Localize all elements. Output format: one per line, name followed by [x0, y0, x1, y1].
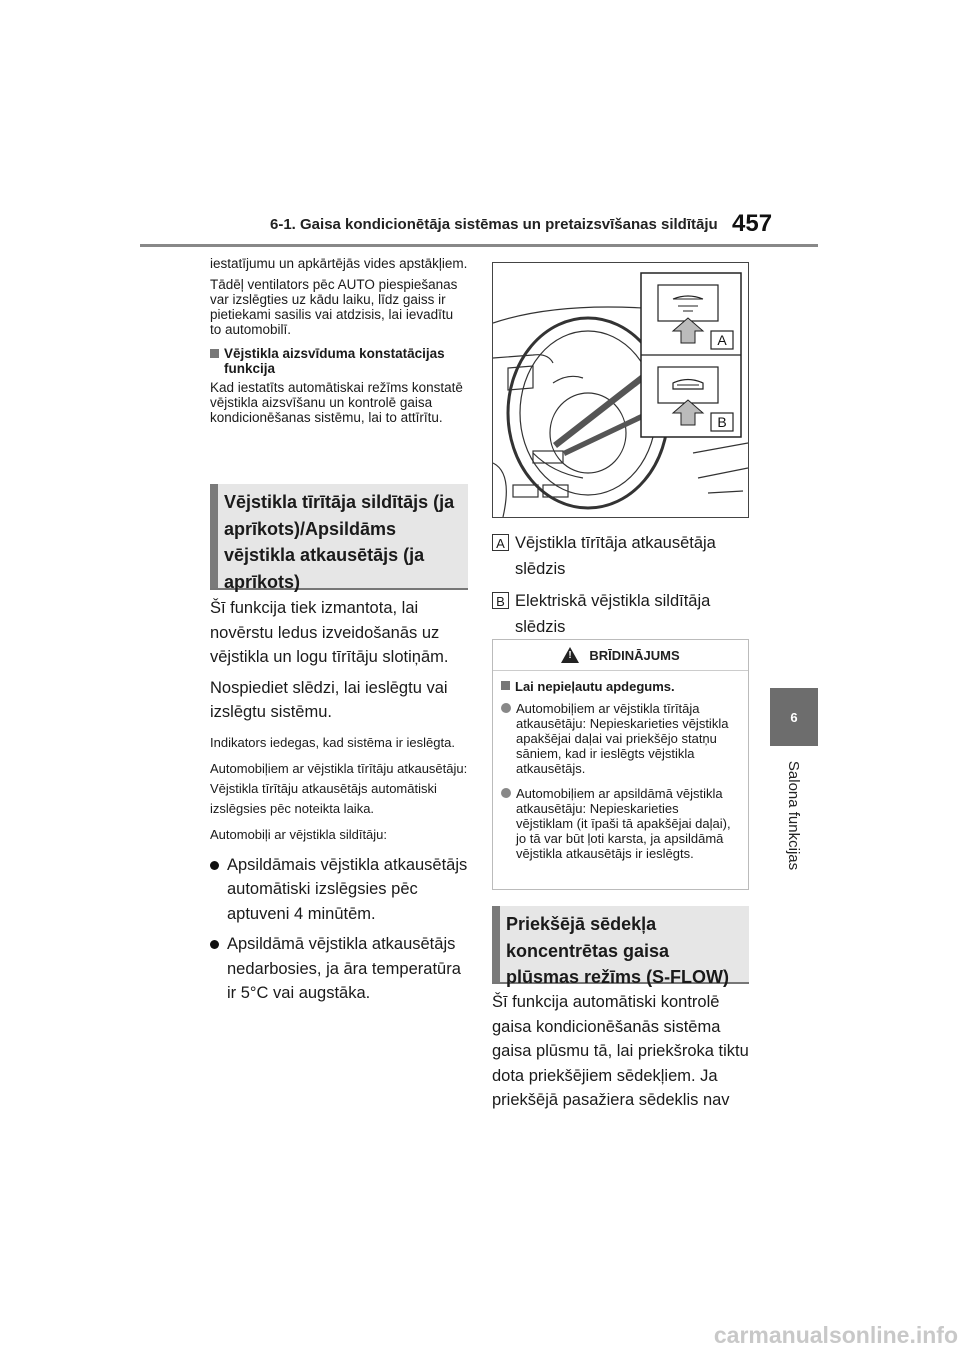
section-heading-s-flow	[492, 906, 749, 987]
callout-text-b: Elektriskā vējstikla sildītāja slēdzis	[515, 592, 711, 636]
chapter-tab-label	[770, 760, 818, 870]
callout-b	[492, 588, 749, 640]
fog-detection-heading	[210, 346, 468, 376]
bullet-icon	[210, 940, 219, 949]
square-bullet-icon	[210, 349, 219, 358]
fog-detection-heading-text: Vējstikla aizsvīduma konstatācijas funkcija	[224, 346, 445, 376]
list-item-text: Apsildāmais vējstikla atkausētājs automātiski izslēgsies pēc aptuveni 4 minūtēm.	[227, 855, 468, 923]
warning-item-text: Automobiļiem ar apsildāmā vējstikla atkausētāju: Nepieskarieties vējstiklam (it īpaši tā apakšējai daļai), jo tā var būt ļoti karsta, ja apsildāmā vējstikla atkausētājs ir ieslēgts.	[516, 786, 731, 861]
label-b: B	[717, 414, 727, 430]
section-heading-wiper-heater	[210, 484, 468, 590]
watermark: carmanualsonline.info	[713, 1322, 958, 1348]
warning-box	[492, 639, 749, 890]
header-rule	[140, 244, 818, 247]
steering-wheel-drawing	[493, 263, 748, 517]
warning-item-text: Automobiļiem ar vējstikla tīrītāja atkausētāju: Nepieskarieties vējstikla apakšējai daļai vai priekšējo statņu sāniem, kad ir ieslēgts vējstikla atkausētājs.	[516, 701, 729, 776]
label-a: A	[717, 332, 727, 348]
warning-triangle-icon	[561, 647, 579, 663]
callout-a	[492, 530, 749, 582]
chapter-tab-number: 6	[770, 688, 818, 746]
warning-title: BRĪDINĀJUMS	[589, 647, 680, 663]
list-item	[501, 701, 738, 776]
bullet-icon	[501, 703, 511, 713]
warning-header	[493, 640, 748, 671]
note-indicator: Indikators iedegas, kad sistēma ir ieslēgta.	[210, 734, 455, 750]
section-heading-text: Vējstikla tīrītāja sildītājs (ja aprīkots)/Apsildāms vējstikla atkausētājs (ja aprīkots)	[224, 492, 455, 592]
intro-text-1: iestatījumu un apkārtējās vides apstākļiem.	[210, 256, 468, 271]
note-windshield-heater: Automobiļi ar vējstikla sildītāju:	[210, 826, 388, 842]
list-item	[210, 932, 468, 1006]
warning-subheading	[501, 679, 738, 694]
dashboard-illustration	[492, 262, 749, 518]
callout-list	[492, 530, 749, 640]
paragraph-purpose: Šī funkcija tiek izmantota, lai novērstu ledus izveidošanās uz vējstikla un logu tīrītāju slotiņām.	[210, 599, 449, 666]
section-heading-text: Priekšējā sēdekļa koncentrētas gaisa plūsmas režīms (S-FLOW)	[506, 914, 730, 987]
square-bullet-icon	[501, 681, 510, 690]
warning-subheading-text: Lai nepieļautu apdegums.	[515, 679, 675, 694]
note-wiper-deicer: Automobiļiem ar vējstikla tīrītāju atkausētāju: Vējstikla tīrītāju atkausētājs automātiski izslēgsies pēc noteikta laika.	[210, 760, 468, 816]
section-heading-bar	[210, 484, 218, 588]
right-body	[492, 990, 749, 1113]
left-body	[210, 596, 468, 1006]
callout-text-a: Vējstikla tīrītāja atkausētāja slēdzis	[515, 534, 716, 578]
callout-tag-b: B	[492, 592, 509, 609]
chapter-tab-label-text: Salona funkcijas	[785, 760, 803, 870]
bullet-icon	[210, 861, 219, 870]
page-number: 457	[732, 210, 773, 237]
bullet-icon	[501, 788, 511, 798]
callout-tag-a: A	[492, 534, 509, 551]
intro-text-2: Tādēļ ventilators pēc AUTO piespiešanas var izslēgties uz kādu laiku, līdz gaiss ir pietiekami sasilis vai atdzisis, lai ievadītu to automobilī.	[210, 277, 458, 337]
chapter-title: 6-1. Gaisa kondicionētāja sistēmas un pretaizsvīšanas sildītāju	[270, 216, 718, 233]
paragraph-switch: Nospiediet slēdzi, lai ieslēgtu vai izslēgtu sistēmu.	[210, 678, 448, 721]
fog-detection-text: Kad iestatīts automātiskai režīms konstatē vējstikla aizsvīšanu un kontrolē gaisa kondicionēšanas sistēmu, lai to attīrītu.	[210, 380, 463, 425]
section-heading-bar	[492, 906, 500, 982]
list-item	[501, 786, 738, 861]
list-item	[210, 853, 468, 927]
list-item-text: Apsildāmā vējstikla atkausētājs nedarbosies, ja āra temperatūra ir 5°C vai augstāka.	[227, 935, 461, 1002]
left-column	[210, 256, 468, 425]
paragraph-s-flow: Šī funkcija automātiski kontrolē gaisa kondicionēšanās sistēma gaisa plūsmu tā, lai priekšroka tiktu dota priekšējiem sēdekļiem. Ja priekšējā pasažiera sēdeklis nav	[492, 993, 749, 1109]
